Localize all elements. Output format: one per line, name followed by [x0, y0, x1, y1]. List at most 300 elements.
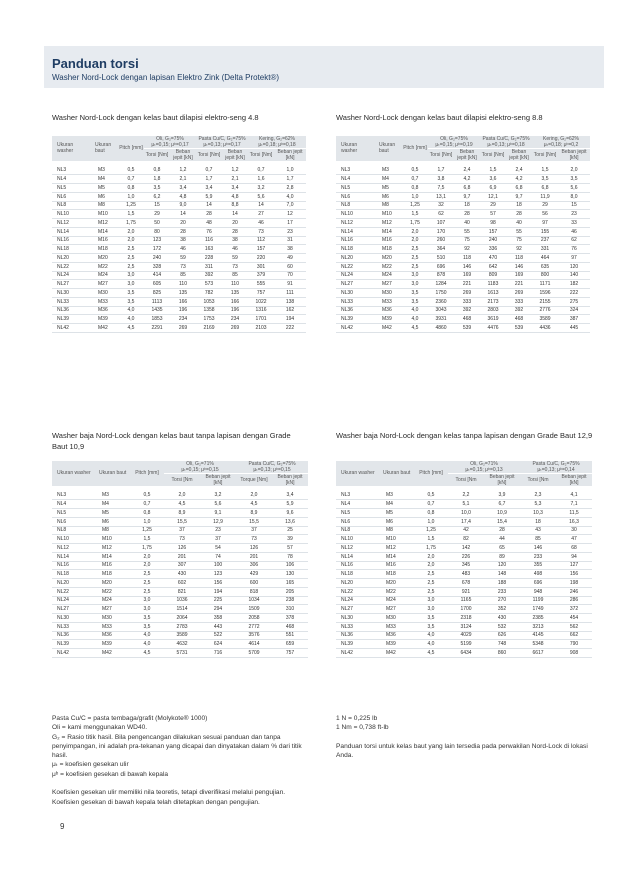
table-cell: NL6 [336, 192, 374, 201]
table-cell: 97 [532, 219, 558, 228]
group-condition: Kering, G₂=62% [543, 136, 580, 142]
column-header: Ukuran baut [374, 136, 402, 161]
table-cell: 605 [144, 280, 170, 289]
table-cell: 445 [558, 324, 590, 333]
table-row [52, 640, 308, 649]
table-cell: 16,3 [556, 517, 592, 526]
note-line: Panduan torsi untuk kelas baut yang lain tersedia pada perwakilan Nord-Lock di lokasi Anda. [336, 742, 588, 760]
table-cell: 4,1 [556, 491, 592, 500]
table-cell: 3,5 [532, 175, 558, 184]
table-cell: 0,5 [402, 166, 428, 175]
table-cell: M14 [90, 227, 118, 236]
table-cell: 146 [506, 262, 532, 271]
table-cell: 5199 [448, 640, 484, 649]
table-cell: 387 [558, 315, 590, 324]
table-row [52, 570, 308, 579]
table-cell: 286 [556, 596, 592, 605]
table-cell: M33 [90, 297, 118, 306]
table-cell: 46 [248, 219, 274, 228]
section-title: Washer baja Nord-Lock dengan kelas tanpa lapisan dengan Grade Baut 12,9 [336, 431, 593, 440]
table-cell: 1,0 [414, 517, 448, 526]
table-cell: M8 [90, 201, 118, 210]
table-cell: M24 [378, 596, 414, 605]
table-cell: 70 [274, 271, 306, 280]
table-cell: 1,7 [274, 175, 306, 184]
table-cell: M10 [94, 535, 130, 544]
table-cell: NL27 [52, 605, 94, 614]
table-cell: 220 [248, 254, 274, 263]
table-row [336, 219, 590, 228]
table-cell: M14 [94, 552, 130, 561]
table-cell: 2,5 [402, 245, 428, 254]
notes-right [336, 714, 598, 760]
table-cell: 2,5 [118, 262, 144, 271]
table-cell: 372 [556, 605, 592, 614]
table-cell: 333 [506, 297, 532, 306]
table-cell: 1,25 [118, 201, 144, 210]
table-cell: 48 [196, 219, 222, 228]
table-cell: 165 [272, 579, 308, 588]
table-cell: 1358 [196, 306, 222, 315]
table-cell: 306 [236, 561, 272, 570]
table-cell: NL36 [52, 306, 90, 315]
table-cell: 62 [428, 210, 454, 219]
table-cell: 65 [484, 544, 520, 553]
table-cell: NL20 [336, 254, 374, 263]
table-cell: 2,0 [402, 236, 428, 245]
table-cell: NL39 [52, 640, 94, 649]
table-cell: NL24 [336, 271, 374, 280]
table-cell: 5,1 [448, 500, 484, 509]
table-cell: 5,6 [200, 500, 236, 509]
table-cell: NL22 [336, 262, 374, 271]
table-row [336, 517, 592, 526]
table-row [52, 535, 308, 544]
table-cell: 169 [454, 271, 480, 280]
table-cell: 1316 [248, 306, 274, 315]
group-condition: Oli, G₂=71% [186, 461, 214, 467]
table-cell: 170 [428, 227, 454, 236]
group-friction: μₜ=0,13; μᵇ=0,14 [537, 467, 575, 473]
table-cell: 1,0 [274, 166, 306, 175]
table-cell: 821 [164, 587, 200, 596]
table-cell: M36 [94, 631, 130, 640]
table-cell: 126 [164, 544, 200, 553]
table-cell: 23 [558, 210, 590, 219]
table-cell: NL16 [336, 561, 378, 570]
table-cell: NL3 [52, 166, 90, 175]
table-cell: 238 [272, 596, 308, 605]
table-cell: 10,3 [520, 509, 556, 518]
table-cell: 2,5 [118, 254, 144, 263]
table-cell: 54 [200, 544, 236, 553]
table-cell: M24 [94, 596, 130, 605]
column-header: Pitch [mm] [402, 136, 428, 161]
table-cell: 62 [558, 236, 590, 245]
table-cell: 107 [428, 219, 454, 228]
section-title: Washer baja Nord-Lock dengan kelas baut tanpa lapisan dengan Grade Baut 10,9 [52, 431, 291, 451]
table-cell: 92 [506, 245, 532, 254]
table-cell: 123 [200, 570, 236, 579]
table-cell: 28 [196, 210, 222, 219]
table-cell: NL5 [336, 184, 374, 193]
table-cell: NL8 [52, 201, 90, 210]
table-cell: M8 [374, 201, 402, 210]
table-cell: 9,7 [506, 192, 532, 201]
table-cell: 310 [272, 605, 308, 614]
table-cell: 3,0 [402, 280, 428, 289]
table-cell: NL3 [336, 166, 374, 175]
table-cell: 2,2 [448, 491, 484, 500]
table-row [52, 280, 306, 289]
note-line: Pasta Cu/C = pasta tembaga/grafit (Molykote® 1000) [52, 715, 208, 722]
table-cell: 1022 [248, 297, 274, 306]
group-friction: μₜ=0,18; μᵇ=0,18 [258, 142, 296, 148]
table-cell: M33 [374, 297, 402, 306]
table-cell: 948 [520, 587, 556, 596]
table-cell: 510 [428, 254, 454, 263]
table-cell: M16 [374, 236, 402, 245]
table-cell: M36 [374, 306, 402, 315]
table-cell: 662 [556, 631, 592, 640]
table-cell: M16 [90, 236, 118, 245]
table-cell: 169 [506, 271, 532, 280]
column-header: Ukuran washer [52, 136, 90, 161]
table-cell: 142 [448, 544, 484, 553]
group-friction: μₜ=0,15; μᵇ=0,17 [151, 142, 189, 148]
group-condition: Pasta Cu/C, G₂=75% [198, 136, 246, 142]
table-cell: 3,5 [414, 622, 448, 631]
table-cell: M36 [378, 631, 414, 640]
page-number: 9 [60, 822, 65, 831]
table-cell: 3,0 [402, 271, 428, 280]
table-row [336, 491, 592, 500]
table-cell: 157 [248, 245, 274, 254]
table-cell: NL39 [336, 640, 378, 649]
table-row [336, 254, 590, 263]
column-subheader: Torsi [Nm] [532, 149, 558, 162]
table-cell: 1,0 [402, 192, 428, 201]
table-cell: 2,3 [520, 491, 556, 500]
table-cell: NL16 [52, 236, 90, 245]
table-cell: M12 [94, 544, 130, 553]
column-header: Ukuran baut [378, 461, 414, 486]
notes-left [52, 714, 314, 807]
table-cell: M22 [378, 587, 414, 596]
table-cell: M18 [90, 245, 118, 254]
table-cell: NL10 [336, 210, 374, 219]
table-cell: 20 [170, 219, 196, 228]
table-cell: M3 [90, 166, 118, 175]
table-row [52, 491, 308, 500]
group-friction: μₜ=0,18; μᵇ=0,2 [543, 142, 579, 148]
table-cell: 28 [484, 526, 520, 535]
table-cell: NL3 [52, 491, 94, 500]
table-cell: 1113 [144, 297, 170, 306]
table-cell: 3,5 [130, 622, 164, 631]
table-cell: 5,6 [558, 184, 590, 193]
table-cell: 194 [274, 315, 306, 324]
table-cell: M14 [374, 227, 402, 236]
table-cell: 443 [200, 622, 236, 631]
table-row [52, 297, 306, 306]
table-cell: 1,5 [532, 166, 558, 175]
table-cell: 40 [506, 219, 532, 228]
table-cell: 2,0 [130, 552, 164, 561]
table-cell: 15 [558, 201, 590, 210]
table-cell: M22 [90, 262, 118, 271]
table-cell: M6 [90, 192, 118, 201]
table-cell: 23 [274, 227, 306, 236]
table-cell: NL12 [336, 219, 374, 228]
table-cell: NL24 [52, 271, 90, 280]
table-cell: M3 [94, 491, 130, 500]
table-cell: 4632 [164, 640, 200, 649]
table-cell: 76 [196, 227, 222, 236]
table-cell: M30 [90, 289, 118, 298]
table-cell: NL36 [336, 631, 378, 640]
column-subheader: Beban jepit [kN] [272, 474, 308, 487]
table-cell: 0,5 [130, 491, 164, 500]
table-cell: 1514 [164, 605, 200, 614]
table-cell: 1,7 [196, 175, 222, 184]
table-cell: 4,8 [170, 192, 196, 201]
table-cell: 624 [200, 640, 236, 649]
table-cell: 85 [520, 535, 556, 544]
table-row [336, 622, 592, 631]
table-row [52, 622, 308, 631]
table-cell: 28 [454, 210, 480, 219]
table-cell: NL6 [52, 517, 94, 526]
column-group-header [164, 461, 236, 474]
table-row [52, 605, 308, 614]
table-cell: 2,0 [164, 491, 200, 500]
table-cell: 221 [454, 280, 480, 289]
table-cell: 78 [272, 552, 308, 561]
table-cell: 47 [556, 535, 592, 544]
table-cell: 20 [222, 219, 248, 228]
table-row [52, 649, 308, 658]
table-cell: 46 [170, 245, 196, 254]
table-cell: 140 [558, 271, 590, 280]
table-cell: 2776 [532, 306, 558, 315]
group-friction: μₜ=0,13; μᵇ=0,18 [487, 142, 525, 148]
table-row [336, 315, 590, 324]
table-cell: 757 [272, 649, 308, 658]
table-cell: 110 [170, 280, 196, 289]
table-cell: 2,5 [130, 587, 164, 596]
table-row [336, 210, 590, 219]
table-cell: 11,5 [556, 509, 592, 518]
table-cell: 172 [144, 245, 170, 254]
table-cell: 4,0 [130, 631, 164, 640]
table-cell: 3,0 [414, 605, 448, 614]
table-row [52, 552, 308, 561]
table-cell: 3,8 [428, 175, 454, 184]
table-cell: 10,9 [484, 509, 520, 518]
table-row [52, 587, 308, 596]
table-cell: 237 [532, 236, 558, 245]
table-cell: 782 [196, 289, 222, 298]
table-cell: M20 [90, 254, 118, 263]
column-subheader: Beban jepit [kN] [170, 149, 196, 162]
table-row [336, 500, 592, 509]
table-cell: M4 [374, 175, 402, 184]
table-cell: 4,2 [506, 175, 532, 184]
table-cell: 166 [170, 297, 196, 306]
table-cell: 73 [222, 262, 248, 271]
table-cell: 3,5 [414, 614, 448, 623]
table-cell: 748 [484, 640, 520, 649]
table-cell: 3,5 [402, 297, 428, 306]
group-condition: Kering, G₂=62% [259, 136, 296, 142]
table-cell: 921 [448, 587, 484, 596]
table-cell: M22 [374, 262, 402, 271]
table-cell: 1,5 [118, 210, 144, 219]
table-cell: 91 [274, 280, 306, 289]
table-cell: 146 [454, 262, 480, 271]
table-cell: 800 [532, 271, 558, 280]
table-cell: 166 [222, 297, 248, 306]
table-row [52, 166, 306, 175]
table-cell: 270 [484, 596, 520, 605]
table-cell: 60 [274, 262, 306, 271]
table-cell: 336 [480, 245, 506, 254]
table-cell: 157 [480, 227, 506, 236]
table-cell: 8,9 [164, 509, 200, 518]
table-cell: M30 [94, 614, 130, 623]
table-cell: 40 [454, 219, 480, 228]
table-cell: NL42 [52, 324, 90, 333]
table-cell: 10,0 [448, 509, 484, 518]
table-cell: 39 [272, 535, 308, 544]
table-row [336, 192, 590, 201]
table-cell: M8 [378, 526, 414, 535]
group-condition: Oli, G₂=75% [156, 136, 184, 142]
table-cell: 392 [506, 306, 532, 315]
table-cell: 4,5 [164, 500, 200, 509]
table-cell: 1,0 [130, 517, 164, 526]
table-row [336, 544, 592, 553]
table-cell: 23 [200, 526, 236, 535]
table-cell: 2,5 [414, 587, 448, 596]
torque-table-8-8 [336, 136, 590, 333]
table-cell: 635 [532, 262, 558, 271]
table-cell: 2,1 [222, 175, 248, 184]
table-cell: NL8 [336, 526, 378, 535]
table-cell: 31 [274, 236, 306, 245]
table-cell: 1183 [480, 280, 506, 289]
table-cell: 12,9 [200, 517, 236, 526]
table-cell: 74 [200, 552, 236, 561]
table-cell: 498 [520, 570, 556, 579]
table-cell: M3 [378, 491, 414, 500]
table-cell: M42 [90, 324, 118, 333]
table-row [336, 280, 590, 289]
table-cell: 1435 [144, 306, 170, 315]
table-cell: 1701 [248, 315, 274, 324]
table-cell: 468 [272, 622, 308, 631]
table-row [336, 509, 592, 518]
table-cell: 94 [556, 552, 592, 561]
table-cell: 696 [520, 579, 556, 588]
table-cell: 1749 [520, 605, 556, 614]
table-cell: 0,8 [144, 166, 170, 175]
table-cell: 3,5 [118, 297, 144, 306]
table-row [52, 526, 308, 535]
table-cell: 46 [222, 245, 248, 254]
table-cell: 269 [222, 324, 248, 333]
table-cell: 234 [170, 315, 196, 324]
table-cell: 301 [248, 262, 274, 271]
table-cell: M39 [374, 315, 402, 324]
table-cell: 7,5 [428, 184, 454, 193]
table-cell: 1,5 [402, 210, 428, 219]
torque-table-10-9 [52, 461, 308, 658]
column-header: Ukuran washer [336, 461, 378, 486]
table-row [52, 245, 306, 254]
table-cell: 1,5 [414, 535, 448, 544]
table-row [52, 219, 306, 228]
table-cell: 55 [506, 227, 532, 236]
table-cell: 0,8 [414, 509, 448, 518]
column-subheader: Torsi [Nm [448, 474, 484, 487]
table-cell: 626 [484, 631, 520, 640]
table-row [336, 561, 592, 570]
table-cell: 9,7 [454, 192, 480, 201]
table-cell: 4145 [520, 631, 556, 640]
table-cell: NL12 [52, 544, 94, 553]
table-cell: 1,6 [248, 175, 274, 184]
column-subheader: Torsi [Nm] [480, 149, 506, 162]
table-cell: 5348 [520, 640, 556, 649]
table-cell: 17,4 [448, 517, 484, 526]
table-cell: NL39 [336, 315, 374, 324]
table-row [52, 509, 308, 518]
table-cell: 106 [272, 561, 308, 570]
column-subheader: Beban jepit [kN] [222, 149, 248, 162]
table-cell: 269 [506, 289, 532, 298]
table-row [336, 526, 592, 535]
table-cell: 3,4 [222, 184, 248, 193]
table-cell: 37 [236, 526, 272, 535]
group-friction: μₜ=0,13; μᵇ=0,17 [203, 142, 241, 148]
table-row [52, 271, 306, 280]
table-cell: 600 [236, 579, 272, 588]
section-title: Washer Nord-Lock dengan kelas baut dilapisi elektro-seng 4.8 [52, 113, 259, 122]
table-cell: 28 [506, 210, 532, 219]
table-cell: 7,1 [556, 500, 592, 509]
table-cell: 156 [556, 570, 592, 579]
table-cell: 44 [484, 535, 520, 544]
table-row [52, 544, 308, 553]
table-cell: 4,5 [236, 500, 272, 509]
table-cell: 2772 [236, 622, 272, 631]
column-group-header [448, 461, 520, 474]
table-cell: 3619 [480, 315, 506, 324]
table-cell: 9,6 [272, 509, 308, 518]
table-cell: 1,75 [414, 544, 448, 553]
table-cell: 825 [144, 289, 170, 298]
table-cell: NL27 [336, 280, 374, 289]
table-cell: 1,5 [480, 166, 506, 175]
table-cell: 29 [480, 201, 506, 210]
table-cell: 4,0 [402, 315, 428, 324]
table-cell: 4,0 [414, 631, 448, 640]
table-cell: 1,8 [144, 175, 170, 184]
table-cell: 3,2 [200, 491, 236, 500]
table-cell: 352 [484, 605, 520, 614]
